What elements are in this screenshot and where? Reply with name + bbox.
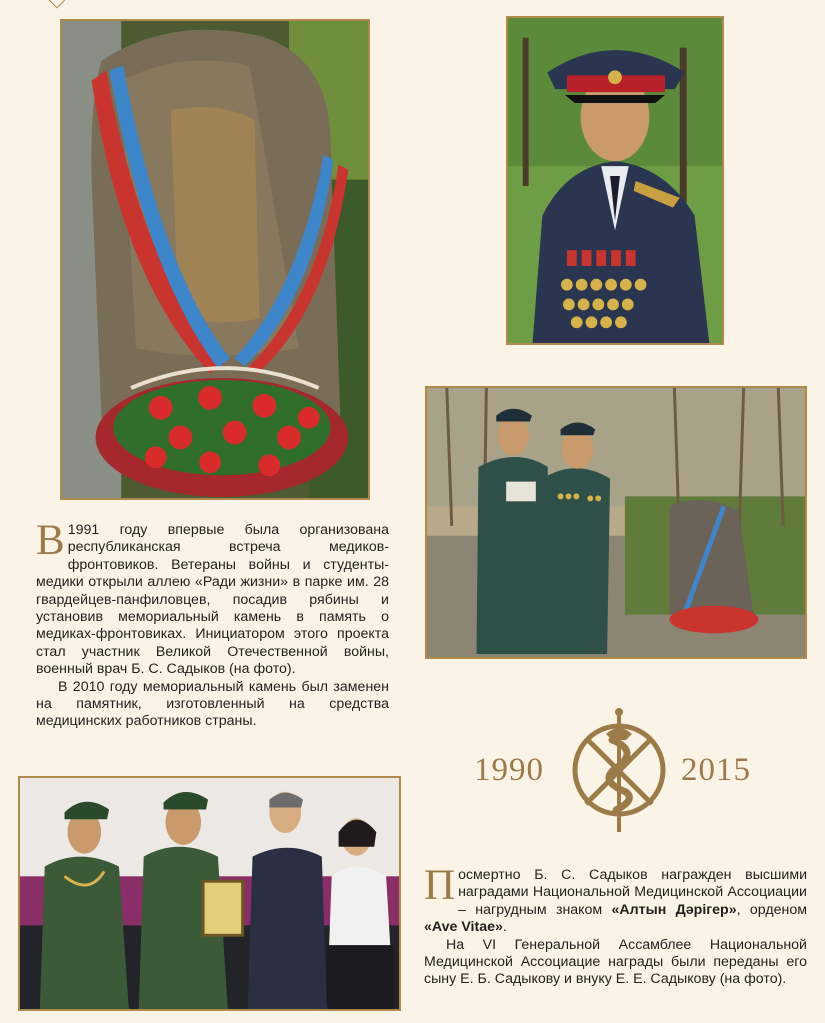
left-article-text xyxy=(36,517,389,731)
left-paragraph-2: В 2010 году мемориальный камень был заменен на памятник, изготовленный на средства медицинских работников страны. xyxy=(36,678,389,730)
left-paragraph-1-body: 1991 году впервые была организована республиканская встреча медиков-фронтовиков. Ветераны войны и студенты-медики открыли аллею «Ради жизни» в парке им. 28 гвардейцев-панфиловцев, посадив рябины и установив мемориальный камень в память о медиках-фронтовиках. Инициатором этого проекта стал участник Великой Отечественной войны, военный врач Б. С. Садыков (на фото). xyxy=(36,522,389,678)
anniversary-emblem xyxy=(470,700,770,835)
right-article-text xyxy=(424,862,808,989)
veterans-pair-image xyxy=(427,388,805,657)
memorial-stone-image xyxy=(62,21,368,498)
right-p1-text-2: , орденом xyxy=(736,901,808,918)
award-name-altyn-darigar: «Алтын Дәрігер» xyxy=(611,901,737,918)
left-paragraph-1 xyxy=(36,517,389,679)
corner-ornament xyxy=(49,0,66,8)
dropcap-v: В xyxy=(36,517,65,564)
year-start: 1990 xyxy=(474,752,544,788)
memorial-stone-photo xyxy=(60,19,370,500)
veteran-portrait-photo xyxy=(506,16,724,345)
right-paragraph-2: На VI Генеральной Ассамблее Национальной Медицинской Ассоциацие награды были переданы его сыну Е. Б. Садыкову и внуку Е. Е. Садыкову (на фото). xyxy=(424,936,807,988)
right-p1-text-3: . xyxy=(502,919,507,936)
dropcap-p: П xyxy=(424,862,456,909)
year-end: 2015 xyxy=(681,752,751,788)
award-ceremony-image xyxy=(20,778,399,1009)
right-paragraph-1 xyxy=(424,862,808,937)
caduceus-logo-icon xyxy=(566,700,672,835)
veteran-portrait-image xyxy=(508,18,722,343)
right-p1-text-1: осмертно Б. С. Садыков награжден высшими наградами Национальной Медицинской Ассоциации – нагрудным знаком xyxy=(458,867,807,918)
award-ceremony-photo xyxy=(18,776,401,1011)
award-name-ave-vitae: «Ave Vitae» xyxy=(424,919,503,936)
veterans-pair-photo xyxy=(425,386,807,659)
